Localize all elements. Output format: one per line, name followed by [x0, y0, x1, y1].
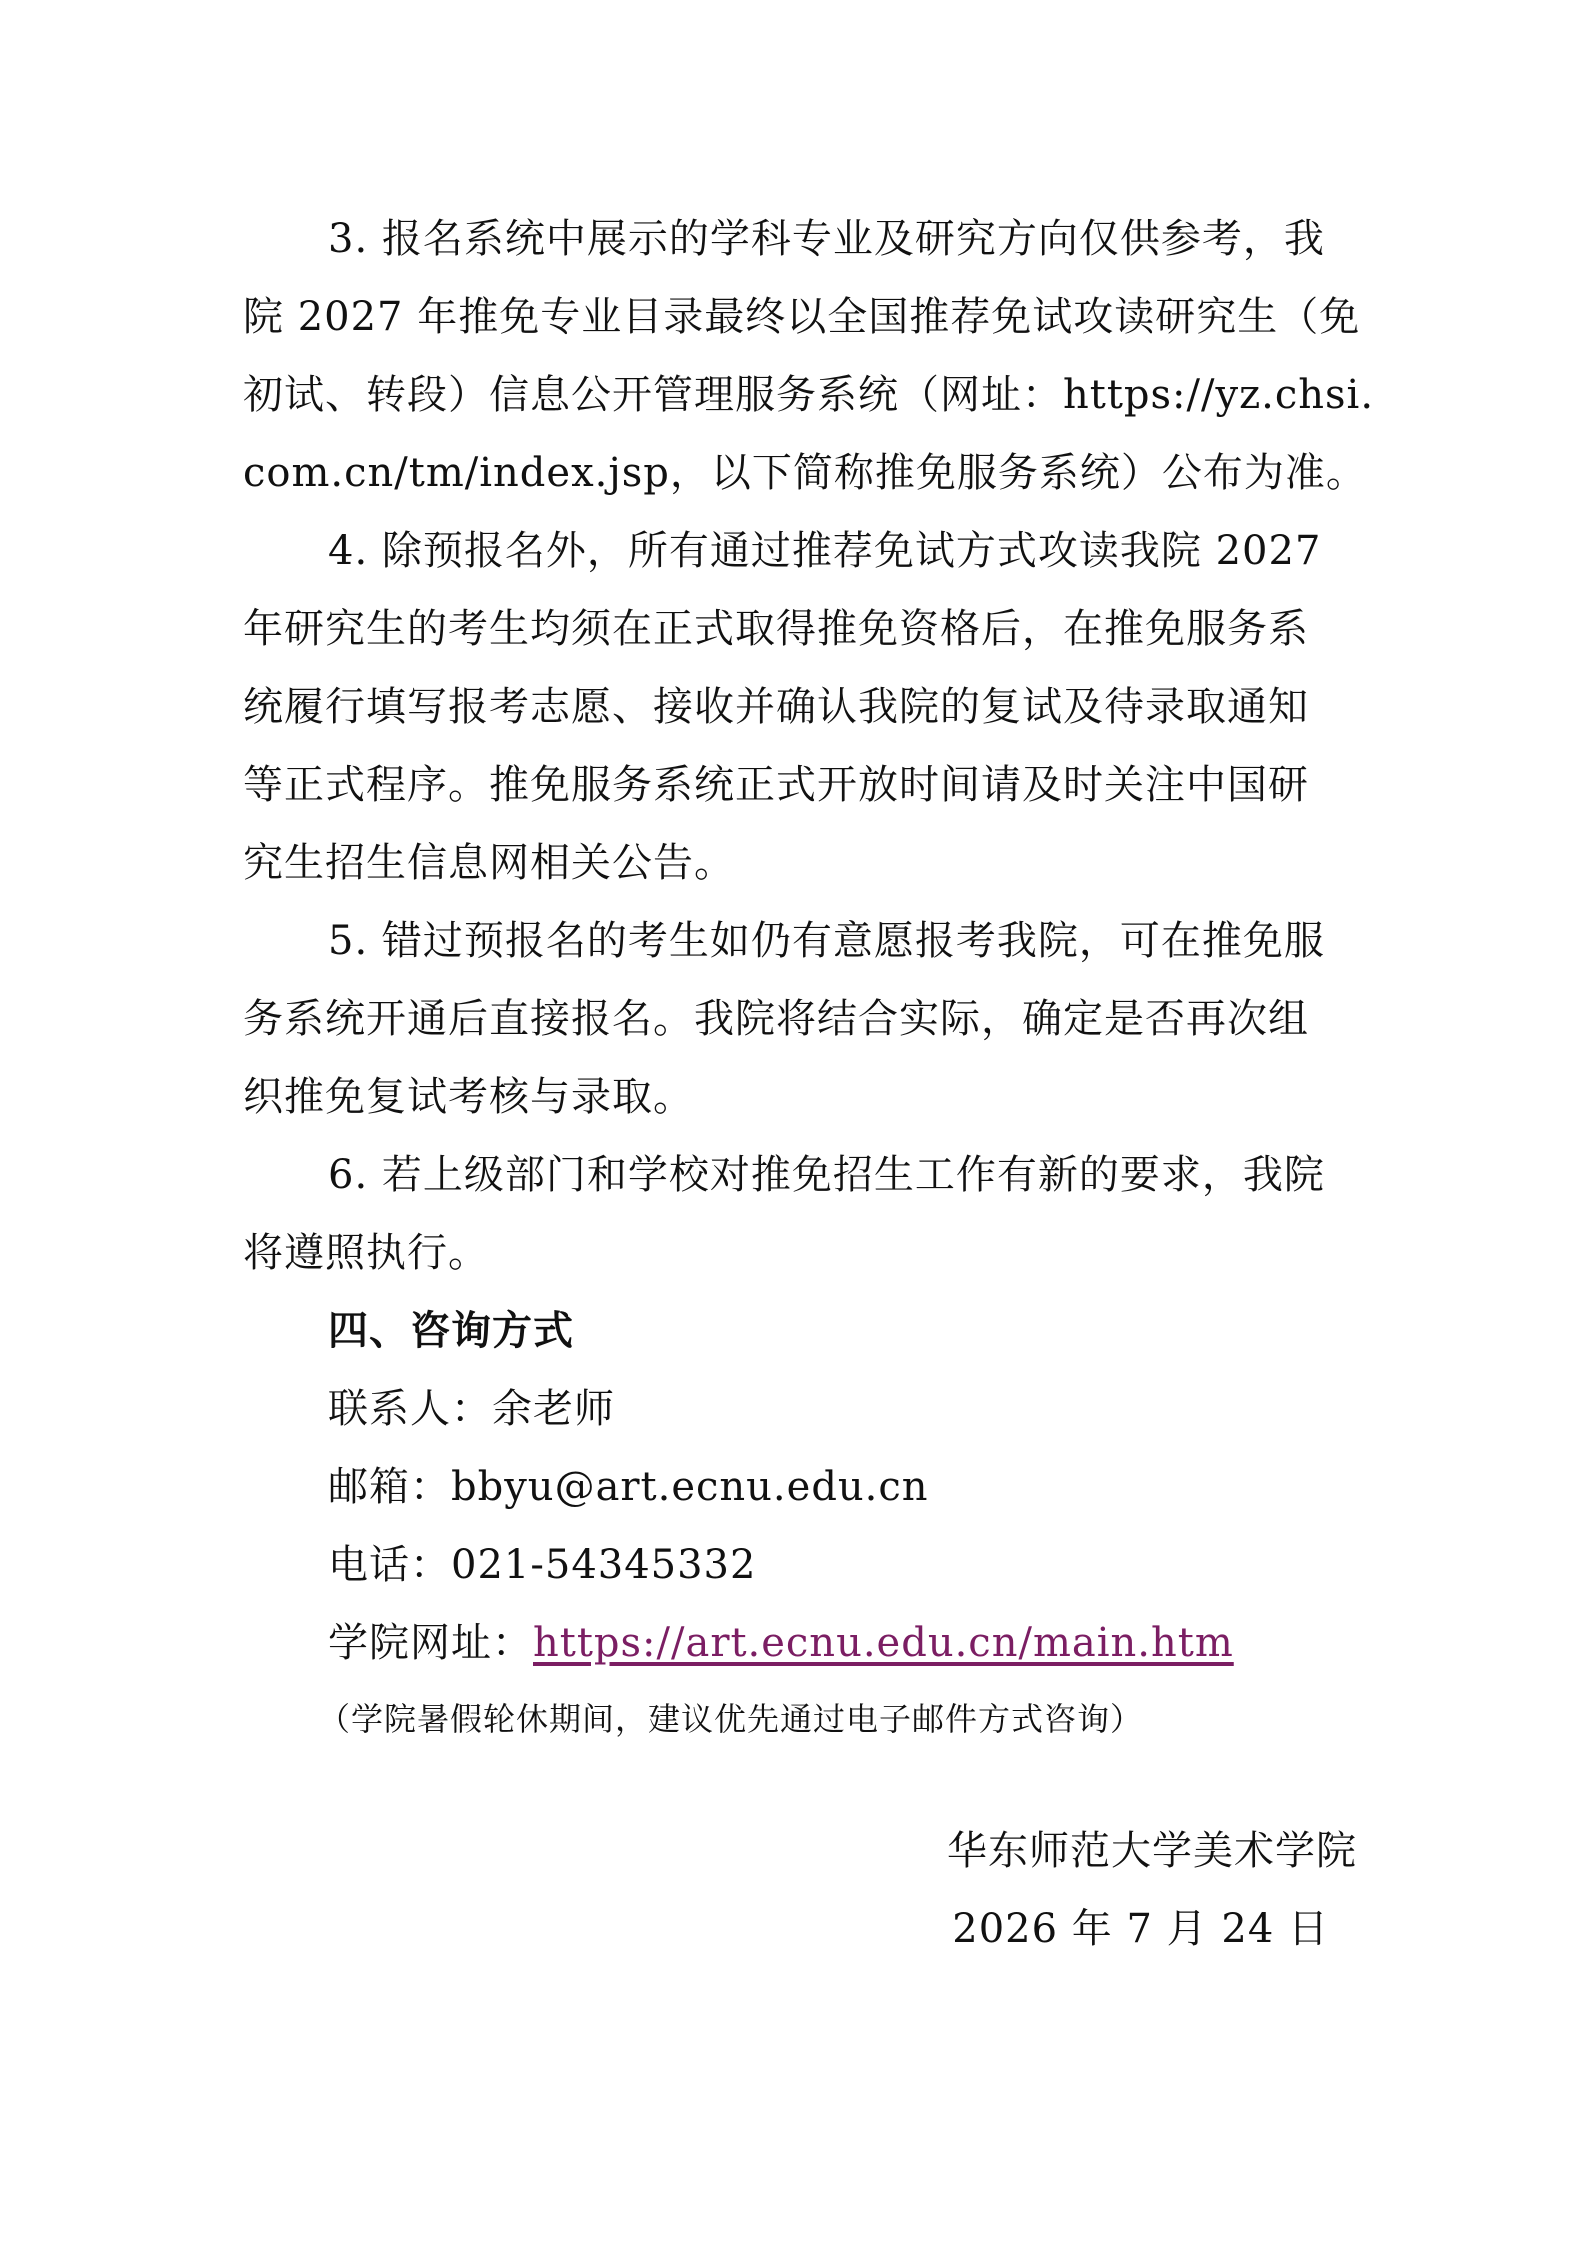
item3-line-4: com.cn/tm/index.jsp，以下简称推免服务系统）公布为准。 — [243, 450, 1367, 496]
consult-heading: 四、咨询方式 — [328, 1308, 574, 1354]
phone-value: 021-54345332 — [451, 1542, 757, 1588]
item4-line-5: 究生招生信息网相关公告。 — [243, 840, 735, 886]
email-value[interactable]: bbyu@art.ecnu.edu.cn — [451, 1464, 929, 1510]
item5-line-3: 织推免复试考核与录取。 — [243, 1074, 694, 1120]
item5-line-1: 5. 错过预报名的考生如仍有意愿报考我院，可在推免服 — [328, 918, 1325, 964]
email-label: 邮箱： — [328, 1464, 451, 1510]
website-link[interactable]: https://art.ecnu.edu.cn/main.htm — [533, 1620, 1234, 1666]
item3-line-3: 初试、转段）信息公开管理服务系统（网址：https://yz.chsi. — [243, 372, 1375, 418]
phone-row — [328, 1539, 1348, 1591]
website-label: 学院网址： — [328, 1620, 533, 1666]
consult-note: （学院暑假轮休期间，建议优先通过电子邮件方式咨询） — [318, 1700, 1144, 1738]
item4-line-1: 4. 除预报名外，所有通过推荐免试方式攻读我院 2027 — [328, 528, 1322, 574]
item5-line-2: 务系统开通后直接报名。我院将结合实际，确定是否再次组 — [243, 996, 1309, 1042]
item4-line-2: 年研究生的考生均须在正式取得推免资格后，在推免服务系 — [243, 606, 1309, 652]
item4-line-4: 等正式程序。推免服务系统正式开放时间请及时关注中国研 — [243, 762, 1309, 808]
item3-line-2: 院 2027 年推免专业目录最终以全国推荐免试攻读研究生（免 — [243, 294, 1361, 340]
website-row — [328, 1617, 1348, 1669]
phone-label: 电话： — [328, 1542, 451, 1588]
signature-date: 2026 年 7 月 24 日 — [952, 1906, 1329, 1952]
item6-line-1: 6. 若上级部门和学校对推免招生工作有新的要求，我院 — [328, 1152, 1325, 1198]
item3-line-1: 3. 报名系统中展示的学科专业及研究方向仅供参考，我 — [328, 216, 1325, 262]
signature-org: 华东师范大学美术学院 — [947, 1828, 1357, 1874]
item6-line-2: 将遵照执行。 — [243, 1230, 489, 1276]
contact-row — [328, 1383, 1348, 1435]
email-row — [328, 1461, 1348, 1513]
contact-value: 余老师 — [492, 1386, 615, 1432]
contact-label: 联系人： — [328, 1386, 492, 1432]
item4-line-3: 统履行填写报考志愿、接收并确认我院的复试及待录取通知 — [243, 684, 1309, 730]
